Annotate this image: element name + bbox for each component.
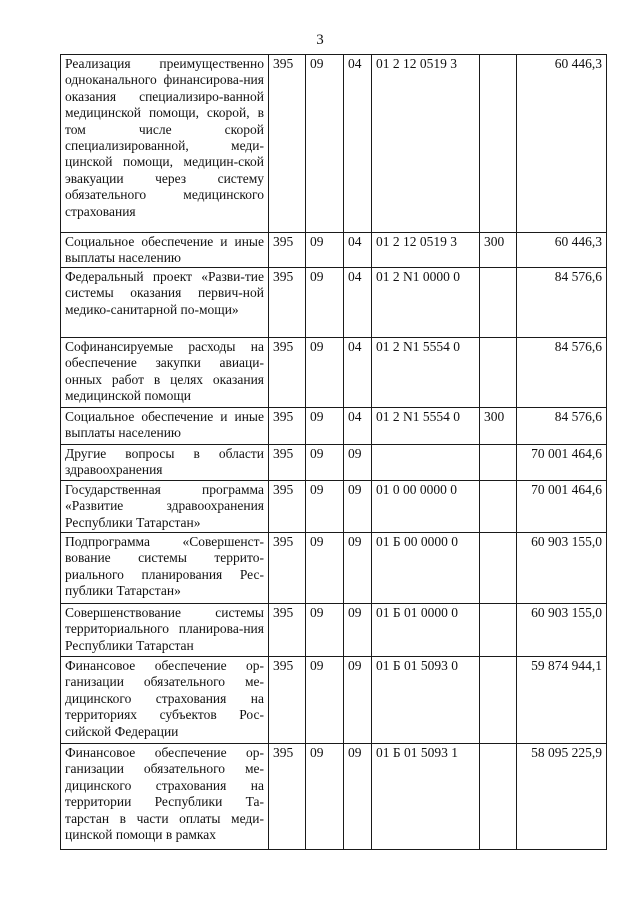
row-section-code: 09 [306, 445, 344, 481]
row-amount: 60 446,3 [517, 55, 607, 233]
row-expense-type-code [480, 533, 517, 604]
row-name: Другие вопросы в области здравоохранения [61, 445, 269, 481]
row-name: Социальное обеспечение и иные выплаты населению [61, 233, 269, 268]
row-ministry-code: 395 [269, 338, 306, 408]
row-section-code: 09 [306, 408, 344, 445]
row-section-code: 09 [306, 233, 344, 268]
row-subsection-code: 04 [344, 338, 372, 408]
table-row [61, 481, 607, 533]
row-amount: 60 903 155,0 [517, 604, 607, 657]
row-ministry-code: 395 [269, 481, 306, 533]
row-subsection-code: 09 [344, 533, 372, 604]
row-amount: 84 576,6 [517, 408, 607, 445]
row-amount: 60 446,3 [517, 233, 607, 268]
row-ministry-code: 395 [269, 233, 306, 268]
table-row [61, 233, 607, 268]
row-name: Государственная программа «Развитие здравоохранения Республики Татарстан» [61, 481, 269, 533]
table-row [61, 338, 607, 408]
row-ministry-code: 395 [269, 268, 306, 338]
row-subsection-code: 04 [344, 55, 372, 233]
table-row [61, 55, 607, 233]
table-row [61, 533, 607, 604]
row-expense-type-code [480, 338, 517, 408]
row-section-code: 09 [306, 55, 344, 233]
row-expense-type-code [480, 744, 517, 850]
row-amount: 59 874 944,1 [517, 657, 607, 744]
row-target-article-code: 01 Б 01 5093 0 [372, 657, 480, 744]
table-row [61, 445, 607, 481]
row-section-code: 09 [306, 604, 344, 657]
row-expense-type-code [480, 604, 517, 657]
row-section-code: 09 [306, 533, 344, 604]
row-target-article-code: 01 Б 00 0000 0 [372, 533, 480, 604]
row-name: Социальное обеспечение и иные выплаты населению [61, 408, 269, 445]
row-ministry-code: 395 [269, 55, 306, 233]
row-subsection-code: 09 [344, 604, 372, 657]
row-name: Финансовое обеспечение ор-ганизации обязательного ме-дицинского страхования на территориях субъектов Рос-сийской Федерации [61, 657, 269, 744]
row-name: Реализация преимущественно одноканального финансирова-ния оказания специализиро-ванной медицинской помощи, скорой, в том числе скорой специализированной, меди-цинской помощи, медицин-ской эвакуации через систему обязательного медицинского страхования [61, 55, 269, 233]
row-target-article-code: 01 2 N1 5554 0 [372, 338, 480, 408]
row-target-article-code: 01 2 N1 5554 0 [372, 408, 480, 445]
row-section-code: 09 [306, 481, 344, 533]
table-row [61, 604, 607, 657]
row-ministry-code: 395 [269, 744, 306, 850]
row-target-article-code: 01 2 N1 0000 0 [372, 268, 480, 338]
row-expense-type-code [480, 481, 517, 533]
row-ministry-code: 395 [269, 533, 306, 604]
budget-table [60, 54, 607, 850]
row-subsection-code: 09 [344, 657, 372, 744]
row-expense-type-code [480, 268, 517, 338]
row-name: Финансовое обеспечение ор-ганизации обязательного ме-дицинского страхования на территории Республики Та-тарстан в части оплаты меди-цинской помощи в рамках [61, 744, 269, 850]
table-row [61, 408, 607, 445]
row-ministry-code: 395 [269, 445, 306, 481]
page-number: 3 [316, 32, 324, 48]
row-ministry-code: 395 [269, 604, 306, 657]
row-target-article-code: 01 2 12 0519 3 [372, 233, 480, 268]
row-subsection-code: 04 [344, 408, 372, 445]
row-section-code: 09 [306, 744, 344, 850]
row-target-article-code: 01 2 12 0519 3 [372, 55, 480, 233]
row-target-article-code: 01 Б 01 5093 1 [372, 744, 480, 850]
row-target-article-code [372, 445, 480, 481]
row-amount: 70 001 464,6 [517, 481, 607, 533]
row-name: Подпрограмма «Совершенст-вование системы террито-риального планирования Рес-публики Татарстан» [61, 533, 269, 604]
row-expense-type-code [480, 657, 517, 744]
row-amount: 84 576,6 [517, 338, 607, 408]
row-section-code: 09 [306, 657, 344, 744]
row-subsection-code: 09 [344, 445, 372, 481]
row-name: Софинансируемые расходы на обеспечение закупки авиаци-онных работ в целях оказания медицинской помощи [61, 338, 269, 408]
row-amount: 58 095 225,9 [517, 744, 607, 850]
row-target-article-code: 01 0 00 0000 0 [372, 481, 480, 533]
row-amount: 70 001 464,6 [517, 445, 607, 481]
table-row [61, 657, 607, 744]
table-row [61, 268, 607, 338]
row-ministry-code: 395 [269, 657, 306, 744]
row-name: Федеральный проект «Разви-тие системы оказания первич-ной медико-санитарной по-мощи» [61, 268, 269, 338]
row-subsection-code: 04 [344, 233, 372, 268]
row-section-code: 09 [306, 338, 344, 408]
table-row [61, 744, 607, 850]
row-subsection-code: 09 [344, 744, 372, 850]
row-expense-type-code [480, 445, 517, 481]
row-amount: 84 576,6 [517, 268, 607, 338]
row-expense-type-code: 300 [480, 408, 517, 445]
row-name: Совершенствование системы территориального планирова-ния Республики Татарстан [61, 604, 269, 657]
row-section-code: 09 [306, 268, 344, 338]
row-subsection-code: 04 [344, 268, 372, 338]
row-target-article-code: 01 Б 01 0000 0 [372, 604, 480, 657]
row-amount: 60 903 155,0 [517, 533, 607, 604]
row-subsection-code: 09 [344, 481, 372, 533]
row-expense-type-code: 300 [480, 233, 517, 268]
row-ministry-code: 395 [269, 408, 306, 445]
row-expense-type-code [480, 55, 517, 233]
